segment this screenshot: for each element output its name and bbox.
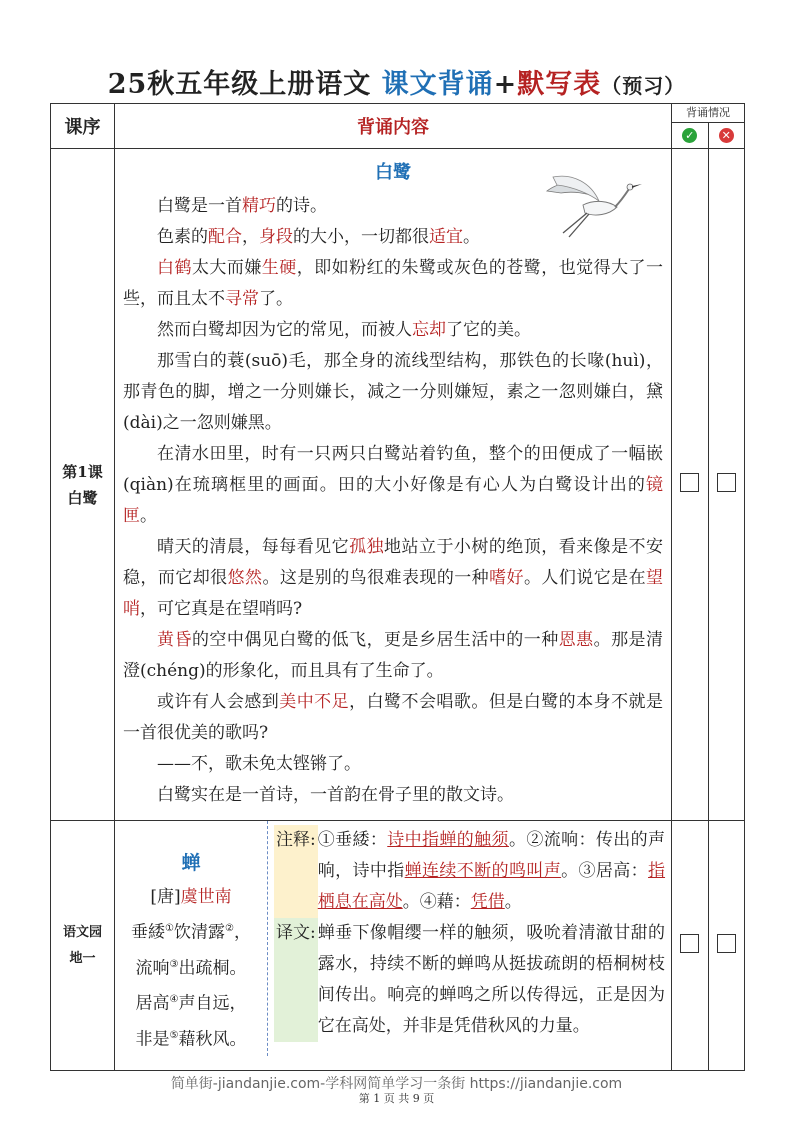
poem-line: 非是⑤藉秋风。 [135,1029,247,1050]
checkbox-ok-2[interactable] [680,934,699,953]
not-recited-checkbox-1[interactable] [708,149,745,821]
header-status [672,104,745,149]
check-icon: ✓ [682,128,697,143]
paragraph [123,346,663,439]
notes-text [318,825,665,918]
poem-author: 虞世南 [180,887,232,907]
highlight-word: 白鹤 [157,258,192,278]
checkbox-no-1[interactable] [717,473,736,492]
highlight-word: 悠然 [227,568,263,588]
text-segment: 了。 [259,289,293,309]
text-segment: 的空中偶见白鹭的低飞，更是乡居生活中的一种 [191,630,559,650]
note-definition: 诗中指蝉的触须 [387,830,509,850]
lesson-row-1 [51,149,745,821]
note-definition: 蝉连续不断的鸣叫声 [404,861,562,881]
highlight-word: 恩惠 [558,630,594,650]
page-number: 第 1 页 共 9 页 [358,1092,435,1105]
checkbox-ok-1[interactable] [680,473,699,492]
title-red: 默写表 [517,69,602,100]
text-segment: ，即如粉红的朱鹭或灰色的苍鹭，也觉得大了一些，而且太不 [123,258,664,309]
text-segment: ——不，歌未免太铿锵了。 [157,754,361,774]
paragraph [123,439,663,532]
note-term: ①垂緌： [317,830,388,850]
notes-column [268,821,672,1056]
recitation-table [50,103,745,1071]
lesson-label-2-line2: 地一 [69,950,96,966]
highlight-word: 生硬 [261,258,297,278]
text-segment: 的诗。 [276,196,327,216]
text-segment: 了它的美。 [446,320,531,340]
highlight-word: 孤独 [349,537,385,557]
poem-lines [115,913,267,1056]
note-term: 。③居高： [561,861,649,881]
text-segment: 晴天的清晨，每每看见它 [157,537,350,557]
highlight-word: 身段 [259,227,293,247]
title-plus: + [493,69,518,100]
paragraph [123,315,663,346]
paragraph [123,749,663,780]
highlight-word: 精巧 [242,196,276,216]
egret-illustration [543,171,643,243]
text-segment: 。人们说它是在 [524,568,647,588]
paragraph [123,687,663,749]
lesson-label-1 [51,149,115,821]
status-label: 背诵情况 [672,104,744,123]
poem-line: 流响③出疏桐。 [135,958,247,979]
footer-site: 简单街-jiandanjie.com-学科网简单学习一条街 https://jiandanjie.com [170,1076,623,1092]
note-definition: 指栖息在高处 [317,861,666,912]
highlight-word: 镜匣 [123,475,663,526]
page-title [0,62,793,101]
lesson-label-2 [51,821,115,1071]
highlight-word: 美中不足 [279,692,350,712]
lesson-content-2 [115,821,672,1071]
paragraph [123,253,663,315]
lesson-label-1-line2: 白鹭 [67,488,98,507]
title-blue: 课文背诵 [381,69,494,100]
translation-row [274,918,665,1042]
paragraph [123,532,663,625]
text-segment: ，可它真是在望哨吗? [140,599,303,619]
text-segment: 或许有人会感到 [157,692,280,712]
note-term: 。 [504,892,522,912]
notes-tag: 注释: [274,825,318,918]
lesson-1-title: 白鹭 [375,162,411,183]
highlight-word: 配合 [208,227,242,247]
notes-row [274,825,665,918]
text-segment: 。 [463,227,480,247]
translation-tag: 译文: [274,918,318,1042]
text-segment: 白鹭实在是一首诗，一首韵在骨子里的散文诗。 [157,785,514,805]
highlight-word: 适宜 [429,227,463,247]
header-content: 背诵内容 [115,104,672,149]
lesson-content-1 [115,149,672,821]
text-segment: ，白鹭不会唱歌。但是白鹭的本身不就是一首很优美的歌吗? [123,692,664,743]
poem-title: 蝉 [181,852,201,874]
text-segment: 地站立于小树的绝顶，看来像是不安稳，而它却很 [123,537,664,588]
poem-line: 垂緌①饮清露②， [131,922,251,943]
lesson-1-text [123,191,663,811]
status-icons [672,123,744,148]
poem-layout [115,821,671,1056]
note-term: 。②流响：传出的声响，诗中指 [317,830,666,881]
title-prefix: 25秋五年级上册语文 [107,69,372,100]
paragraph [123,625,663,687]
text-segment: 白鹭是一首 [157,196,242,216]
text-segment: 。 [140,506,157,526]
poem-author-line [115,881,267,913]
header-lesson: 课序 [51,104,115,149]
highlight-word: 望哨 [123,568,664,619]
lesson-label-1-line1: 第1课 [62,462,103,481]
poem-dynasty: [唐] [150,887,181,907]
recited-checkbox-1[interactable] [672,149,709,821]
text-segment: 那雪白的蓑(suō)毛，那全身的流线型结构，那铁色的长喙(huì)，那青色的脚，增之一分则嫌长，减之一分则嫌短，素之一忽则嫌白，黛(dài)之一忽则嫌黑。 [123,351,663,433]
highlight-word: 忘却 [412,320,446,340]
checkbox-no-2[interactable] [717,934,736,953]
text-segment: 色素的 [157,227,208,247]
poem-line: 居高④声自远， [135,993,247,1014]
cross-icon: ✕ [719,128,734,143]
text-segment: 太大而嫌 [191,258,262,278]
lesson-label-2-line1: 语文园 [62,924,102,940]
text-segment: 然而白鹭却因为它的常见，而被人 [157,320,412,340]
poem-column [115,821,268,1056]
recited-checkbox-2[interactable] [672,821,709,1071]
text-segment: 的大小，一切都很 [293,227,429,247]
highlight-word: 嗜好 [489,568,524,588]
text-segment: 在清水田里，时有一只两只白鹭站着钓鱼，整个的田便成了一幅嵌(qiàn)在琉璃框里的画面。田的大小好像是有心人为白鹭设计出的 [123,444,663,495]
note-term: 。④藉： [402,892,471,912]
note-definition: 凭借 [470,892,505,912]
text-segment: 。那是清澄(chéng)的形象化，而且具有了生命了。 [123,630,664,681]
text-segment: ， [242,227,259,247]
title-suffix: （预习） [601,74,686,98]
paragraph [123,780,663,811]
highlight-word: 黄昏 [157,630,192,650]
translation-text: 蝉垂下像帽缨一样的触须，吸吮着清澈甘甜的露水，持续不断的蝉鸣从挺拔疏朗的梧桐树枝间传出。响亮的蝉鸣之所以传得远，正是因为它在高处，并非是凭借秋风的力量。 [317,923,665,1036]
lesson-row-2 [51,821,745,1071]
highlight-word: 寻常 [225,289,259,309]
not-recited-checkbox-2[interactable] [708,821,745,1071]
text-segment: 。这是别的鸟很难表现的一种 [262,568,490,588]
table-header-row [51,104,745,149]
